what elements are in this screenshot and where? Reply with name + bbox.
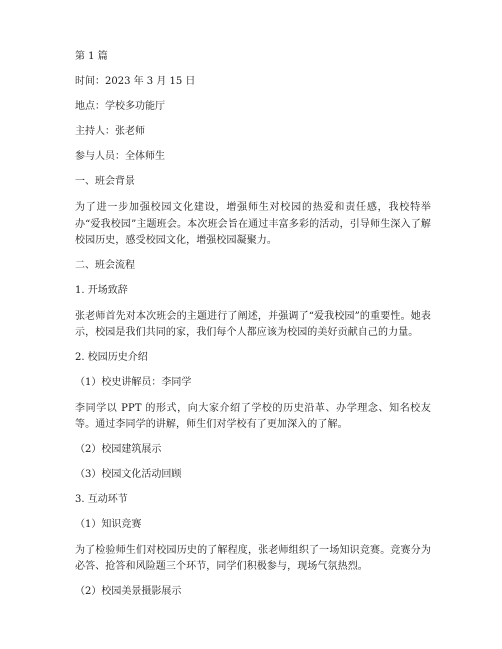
item-interaction-sub-photo: （2）校园美景摄影展示 [75,585,182,597]
meeting-host: 主持人：张老师 [75,126,145,137]
item-opening-title: 1. 开场致辞 [75,284,128,296]
item-interaction-sub-quiz: （1）知识竞赛 [75,518,142,530]
meeting-time: 时间：2023 年 3 月 15 日 [75,76,196,87]
item-opening-text: 张老师首先对本次班会的主题进行了阐述，并强调了“爱我校园”的重要性。她表示，校园是我们共同的家，我们每个人都应该为校园的美好贡献自己的力量。 [75,310,431,338]
meeting-participants: 参与人员：全体师生 [75,151,165,162]
item-interaction-quiz-text: 为了检验师生们对校园历史的了解程度，张老师组织了一场知识竞赛。竞赛分为必答、抢答和风险题三个环节，同学们积极参与，现场气氛热烈。 [75,544,431,572]
document-page [75,50,431,599]
section-process-title: 二、班会流程 [75,259,135,271]
item-history-guide-text: 李同学以 PPT 的形式，向大家介绍了学校的历史沿革、办学理念、知名校友等。通过李同学的讲解，师生们对学校有了更加深入的了解。 [75,402,431,430]
section-background-title: 一、班会背景 [75,176,135,187]
item-interaction-title: 3. 互动环节 [75,493,128,505]
item-history-sub-buildings: （2）校园建筑展示 [75,443,162,455]
meeting-place: 地点：学校多功能厅 [75,101,165,112]
item-history-sub-guide: （1）校史讲解员：李同学 [75,376,192,388]
item-history-title: 2. 校园历史介绍 [75,351,148,363]
chapter-heading: 第 1 篇 [75,51,108,62]
item-history-sub-culture: （3）校园文化活动回顾 [75,468,182,480]
section-background-text: 为了进一步加强校园文化建设，增强师生对校园的热爱和责任感，我校特举办“爱我校园”主题班会。本次班会旨在通过丰富多彩的活动，引导师生深入了解校园历史，感受校园文化，增强校园凝聚力。 [75,202,431,246]
